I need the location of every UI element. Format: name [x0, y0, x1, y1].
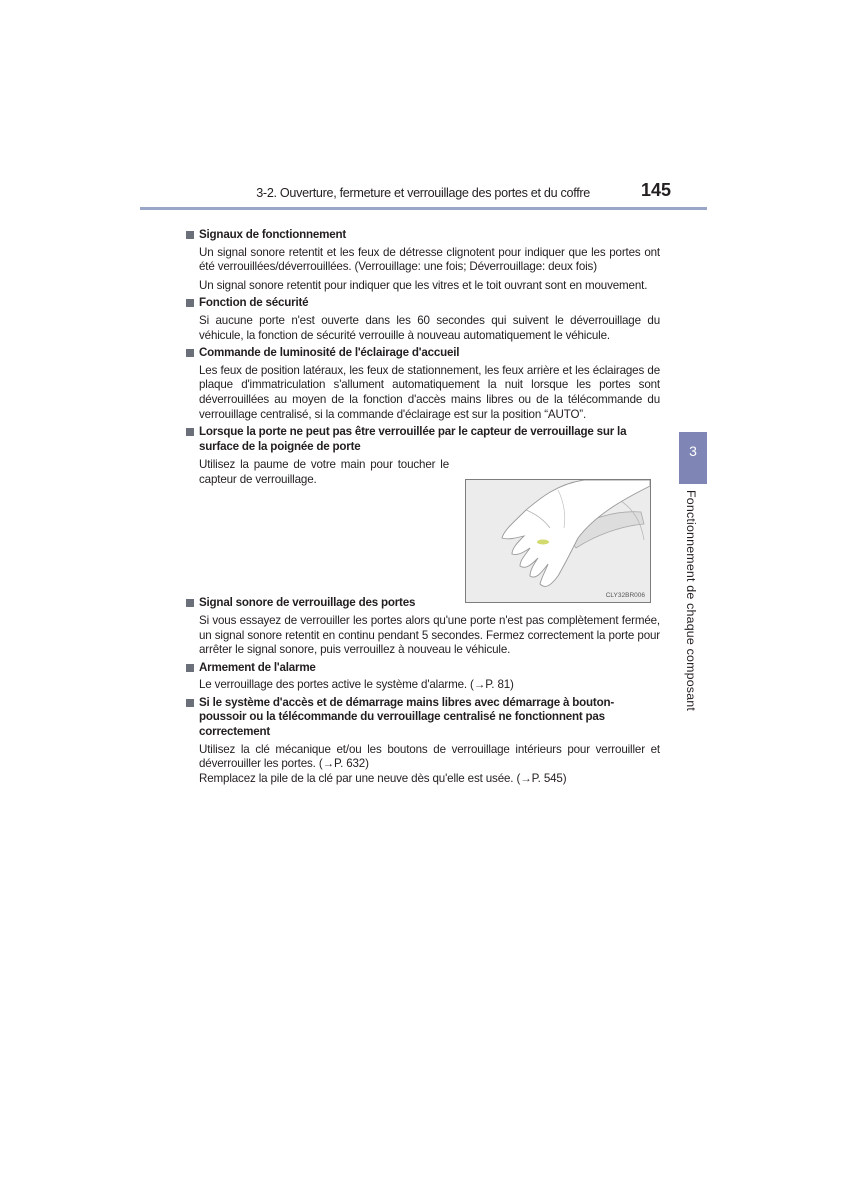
square-bullet-icon [186, 231, 194, 239]
paragraph: Un signal sonore retentit et les feux de détresse clignotent pour indiquer que les portes ont été verrouillées/déverrouillées. (Verrouillage: une fois; Déverrouillage: deux fois) [199, 245, 660, 274]
square-bullet-icon [186, 599, 194, 607]
chapter-title: 3-2. Ouverture, fermeture et verrouillage des portes et du coffre [256, 186, 590, 200]
square-bullet-icon [186, 428, 194, 436]
section-heading-text: Armement de l'alarme [199, 660, 316, 674]
paragraph: Si aucune porte n'est ouverte dans les 60 secondes qui suivent le déverrouillage du véhicule, la fonction de sécurité verrouille à nouveau automatiquement le véhicule. [199, 313, 660, 342]
paragraph: Le verrouillage des portes active le système d'alarme. (→P. 81) [199, 678, 514, 692]
paragraph: Utilisez la paume de votre main pour toucher le capteur de verrouillage. [199, 458, 449, 486]
section-heading-text: Commande de luminosité de l'éclairage d'accueil [199, 346, 460, 360]
chapter-side-label: Fonctionnement de chaque composant [684, 490, 698, 712]
page-number: 145 [640, 180, 671, 200]
header-divider [140, 207, 707, 210]
section-heading-text: Signal sonore de verrouillage des portes [199, 596, 416, 610]
chapter-tab[interactable] [679, 432, 707, 484]
square-bullet-icon [186, 699, 194, 707]
section-heading [186, 425, 660, 454]
chapter-tab-number: 3 [689, 443, 697, 459]
section-heading [186, 228, 660, 243]
paragraph: Les feux de position latéraux, les feux de stationnement, les feux arrière et les éclairages de plaque d'immatriculation s'allument automatiquement la nuit lorsque les portes sont déverrouillées au moyen de la fonction d'accès mains libres ou de la télécommande du verrouillage centralisé, si la commande d'éclairage est sur la position “AUTO”. [199, 363, 660, 421]
section-heading-text: Si le système d'accès et de démarrage mains libres avec démarrage à bouton-poussoir ou la télécommande du verrouillage centralisé ne fonctionnent pas correctement [199, 695, 614, 739]
paragraph: Si vous essayez de verrouiller les portes alors qu'une porte n'est pas complètement fermée, un signal sonore retentit en continu pendant 5 secondes. Fermez correctement la porte pour arrêter le signal sonore, puis verrouillez à nouveau le véhicule. [199, 613, 660, 657]
section-heading-text: Signaux de fonctionnement [199, 228, 347, 241]
figure-code: CLY32BR006 [605, 592, 645, 599]
section-heading-text: Fonction de sécurité [199, 296, 309, 310]
hand-touching-sensor-image [466, 480, 650, 602]
section-heading [186, 296, 660, 311]
section-heading [186, 346, 660, 361]
paragraph: Un signal sonore retentit pour indiquer que les vitres et le toit ouvrant sont en mouvement. [199, 278, 648, 292]
square-bullet-icon [186, 349, 194, 357]
door-handle-illustration [465, 479, 651, 603]
section-heading [186, 661, 660, 676]
square-bullet-icon [186, 664, 194, 672]
section-heading-text: Lorsque la porte ne peut pas être verrouillée par le capteur de verrouillage sur la surface de la poignée de porte [199, 425, 627, 453]
section-heading [186, 696, 660, 740]
square-bullet-icon [186, 299, 194, 307]
paragraph: Remplacez la pile de la clé par une neuve dès qu'elle est usée. (→P. 545) [199, 771, 567, 785]
paragraph: Utilisez la clé mécanique et/ou les boutons de verrouillage intérieurs pour verrouiller et déverrouiller les portes. (→P. 632) [199, 742, 660, 771]
